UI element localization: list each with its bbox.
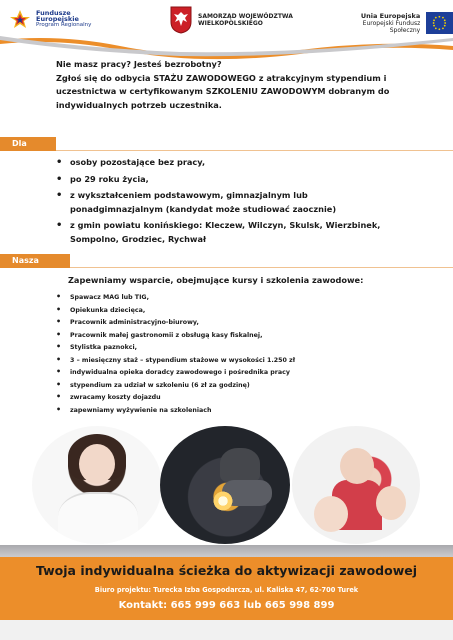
photo-childcare — [292, 426, 420, 544]
offer-item: • zwracamy koszty dojazdu — [56, 394, 386, 403]
who-item: • z wykształceniem podstawowym, gimnazjalnym lub ponadgimnazjalnym (kandydat może studiować zaocznie) — [56, 189, 386, 216]
woj-line1: SAMORZĄD WOJEWÓDZTWA — [198, 13, 293, 20]
offer-item: • stypendium za udział w szkoleniu (6 zł za godzinę) — [56, 382, 386, 391]
offer-item: • indywidualna opieka doradcy zawodowego i pośrednika pracy — [56, 369, 386, 378]
who-item: • z gmin powiatu konińskiego: Kleczew, Wilczyn, Skulsk, Wierzbinek, Sompolno, Grodziec, Rychwał — [56, 219, 386, 246]
offer-item: • 3 – miesięczny staż – stypendium stażowe w wysokości 1.250 zł — [56, 357, 386, 366]
offer-item: • zapewniamy wyżywienie na szkoleniach — [56, 407, 386, 416]
intro-line1: Nie masz pracy? Jesteś bezrobotny? — [56, 59, 222, 69]
offer-item: • Opiekunka dziecięca, — [56, 307, 386, 316]
footer — [0, 557, 453, 620]
offer-item: • Pracownik małej gastronomii z obsługą kasy fiskalnej, — [56, 332, 386, 341]
footer-headline: Twoja indywidualna ścieżka do aktywizacji zawodowej — [35, 563, 418, 578]
footer-contact: Kontakt: 665 999 663 lub 665 998 899 — [118, 600, 335, 611]
samorzad-logo — [170, 6, 293, 34]
intro-line2: Zgłoś się do odbycia STAŻU ZAWODOWEGO z atrakcyjnym stypendium i uczestnictwa w certyfikowanym SZKOLENIU ZAWODOWYM dobranym do indywidualnych potrzeb uczestnika. — [56, 72, 390, 110]
eu-flag-icon — [426, 12, 453, 34]
footer-address: Biuro projektu: Turecka Izba Gospodarcza, ul. Kaliska 47, 62-700 Turek — [94, 586, 359, 594]
offer-list — [56, 294, 386, 419]
fe-line3: Program Regionalny — [36, 22, 92, 28]
footer-grey-band — [0, 545, 453, 557]
fe-line2: Europejskie — [36, 15, 79, 23]
section-label-offer: Nasza oferta: — [0, 254, 70, 268]
photo-welder — [160, 426, 290, 544]
who-item: • osoby pozostające bez pracy, — [56, 156, 386, 170]
section-divider-who — [0, 150, 453, 151]
intro-text — [56, 58, 406, 112]
wielkopolska-crest-icon — [170, 6, 192, 34]
photo-woman — [32, 426, 162, 544]
page-bottom-margin — [0, 620, 453, 640]
ue-line2: Europejski Fundusz Społeczny — [362, 19, 421, 34]
section-label-who: Dla kogo? — [0, 137, 56, 151]
fundusze-europejskie-logo — [8, 8, 91, 30]
ue-line1: Unia Europejska — [360, 11, 421, 20]
offer-lead: Zapewniamy wsparcie, obejmujące kursy i szkolenia zawodowe: — [68, 275, 364, 285]
woj-line2: WIELKOPOLSKIEGO — [198, 20, 263, 27]
offer-item: • Pracownik administracyjno-biurowy, — [56, 319, 386, 328]
who-list — [56, 156, 386, 250]
offer-item: • Stylistka paznokci, — [56, 344, 386, 353]
offer-item: • Spawacz MAG lub TIG, — [56, 294, 386, 303]
who-item: • po 29 roku życia, — [56, 173, 386, 187]
fe-star-icon — [8, 8, 32, 30]
unia-europejska-logo — [340, 12, 453, 34]
fe-line1: Fundusze — [36, 9, 71, 17]
